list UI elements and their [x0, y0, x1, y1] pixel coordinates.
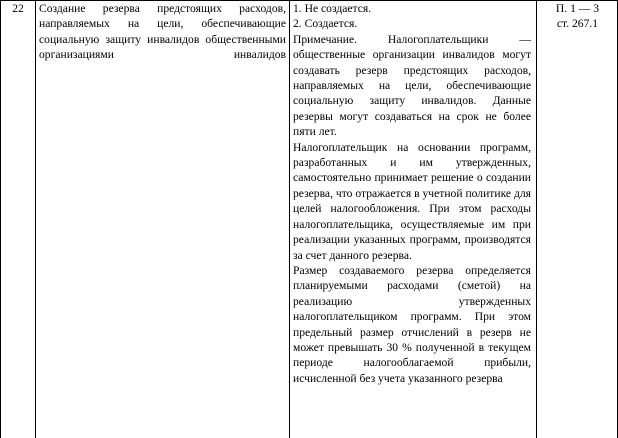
column-divider-1 — [35, 0, 36, 438]
reference-line-2: ст. 267.1 — [556, 17, 599, 31]
column-divider-3 — [536, 0, 537, 438]
reference-line-1: П. 1 — 3 — [555, 2, 600, 15]
description-text: Создание резерва предстоящих расходов, направляемых на цели, обеспечивающие социальную защиту инвалидов общественными организациями инвалидов — [39, 2, 286, 62]
condition-paragraph-2: Налогоплательщик на основании программ, разработанных и им утвержденных, самостоятельно принимает решение о создании резерва, что отражается в учетной политике для целей налогообложения. При этом расходы налогоплательщика, осуществляемые им при реализации указанных программ, производятся за счет данного резерва. — [293, 140, 531, 262]
row-description — [39, 1, 286, 63]
row-number: 22 — [12, 2, 24, 15]
row-reference — [540, 1, 615, 32]
condition-paragraph-3: Размер создаваемого резерва определяется планируемыми расходами (сметой) на реализацию утвержденных налогоплательщиком программ. При этом предельный размер отчислений в резерв не может превышать 30 % полученной в текущем периоде налогооблагаемой прибыли, исчисленной без учета указанного резерва — [293, 263, 531, 385]
column-divider-2 — [289, 0, 290, 438]
condition-item-2: 2. Создается. — [293, 17, 358, 31]
row-conditions — [293, 1, 531, 386]
condition-item-1: 1. Не создается. — [293, 2, 372, 15]
condition-note: Примечание. Налогоплательщики — общественные организации инвалидов могут создавать резерв предстоящих расходов, направляемых на цели, обеспечивающие социальную защиту инвалидов. Данные резервы могут создаваться на срок не более пяти лет. — [293, 32, 531, 139]
table-border-left — [0, 0, 1, 438]
